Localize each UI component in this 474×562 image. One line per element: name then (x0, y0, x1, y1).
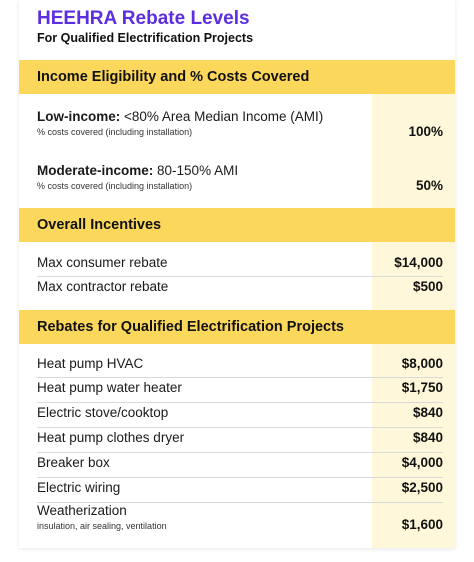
section-header-overall: Overall Incentives (19, 208, 455, 242)
row-label: Moderate-income: 80-150% AMI (37, 163, 239, 178)
row-label: Electric wiring (37, 480, 121, 495)
row-label: Heat pump water heater (37, 380, 182, 395)
row-value: $840 (412, 405, 443, 420)
row-note: % costs covered (including installation) (37, 127, 193, 137)
row-label: Electric stove/cooktop (37, 405, 169, 420)
table-row-stove (19, 403, 455, 427)
row-note: % costs covered (including installation) (37, 181, 193, 191)
page-subtitle: For Qualified Electrification Projects (37, 31, 254, 45)
row-label: Breaker box (37, 455, 110, 470)
row-value: $2,500 (401, 480, 443, 495)
section-header-income: Income Eligibility and % Costs Covered (19, 60, 455, 94)
table-row-contractor (19, 277, 455, 301)
table-row-dryer (19, 428, 455, 452)
row-label: Heat pump clothes dryer (37, 430, 185, 445)
row-label: Max contractor rebate (37, 279, 169, 294)
table-row-heat-pump-hvac (19, 353, 455, 377)
row-value: 100% (408, 124, 443, 139)
table-row-wiring (19, 478, 455, 502)
table-row-weatherization (19, 503, 455, 545)
page-title: HEEHRA Rebate Levels (37, 8, 250, 29)
row-value: 50% (415, 178, 443, 193)
row-value: $4,000 (401, 455, 443, 470)
row-label: Low-income: <80% Area Median Income (AMI) (37, 109, 324, 124)
row-value: $1,600 (401, 517, 443, 532)
row-value: $8,000 (401, 356, 443, 371)
row-value: $14,000 (394, 255, 443, 270)
row-label: Weatherization (37, 503, 127, 518)
table-row-consumer (19, 252, 455, 276)
row-value: $1,750 (401, 380, 443, 395)
row-note: insulation, air sealing, ventilation (37, 521, 167, 531)
section-header-rebates: Rebates for Qualified Electrification Projects (19, 310, 455, 344)
table-row-water-heater (19, 378, 455, 402)
row-label: Heat pump HVAC (37, 356, 144, 371)
table-row-low-income (19, 94, 455, 151)
row-value: $840 (412, 430, 443, 445)
row-label: Max consumer rebate (37, 255, 168, 270)
table-row-moderate-income (19, 151, 455, 208)
table-row-breaker-box (19, 453, 455, 477)
row-value: $500 (412, 279, 443, 294)
